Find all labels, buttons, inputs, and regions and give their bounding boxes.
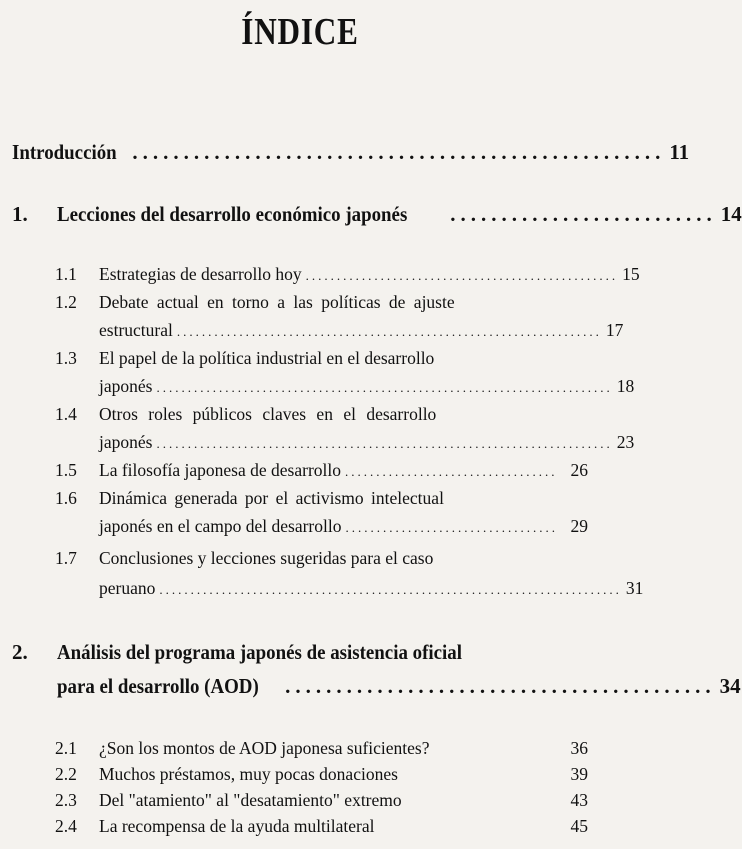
section-title: El papel de la política industrial en el desarrollo [99,348,435,368]
dot-leader: .................................. [345,520,558,535]
chapter-number: 2. [12,640,28,664]
section-number: 1.6 [55,488,77,508]
chapter-title: Análisis del programa japonés de asistencia oficial [57,640,462,664]
section-number: 1.2 [55,292,77,312]
section-title-continued: japonés en el campo del desarrollo [99,516,342,536]
section-title: Muchos préstamos, muy pocas donaciones [99,764,398,784]
section-title-continued: estructural [99,320,173,340]
toc-section-1-4-continued[interactable] [99,432,635,453]
toc-section-1-3[interactable] [55,348,588,369]
chapter-title: Lecciones del desarrollo económico japonés [57,202,408,226]
toc-section-2-4[interactable] [55,816,588,837]
chapter-number: 1. [12,202,28,226]
toc-section-1-3-continued[interactable] [99,376,635,397]
section-page-number: 17 [605,320,624,340]
section-page-number: 39 [570,764,588,784]
toc-section-1-5[interactable] [55,460,588,481]
section-title: ¿Son los montos de AOD japonesa suficientes? [99,738,430,758]
section-title: La recompensa de la ayuda multilateral [99,816,375,836]
section-title-continued: japonés [99,432,153,452]
toc-section-1-1[interactable] [55,264,640,285]
section-number: 2.1 [55,738,77,758]
section-title: Otros roles públicos claves en el desarrollo [99,404,437,424]
page-title: ÍNDICE [241,11,359,53]
dot-leader [379,820,567,836]
toc-section-2-3[interactable] [55,790,588,811]
dot-leader: .................................................................... [176,324,602,339]
section-page-number: 43 [570,790,588,810]
section-page-number: 45 [570,816,588,836]
section-number: 1.4 [55,404,77,424]
section-page-number: 23 [616,432,635,452]
toc-entry-chapter-2-continued[interactable] [57,674,741,699]
section-page-number: 15 [622,264,640,284]
toc-section-1-7-continued[interactable] [99,578,644,599]
dot-leader: .................................................... [132,140,666,164]
section-title: Conclusiones y lecciones sugeridas para el caso [99,548,434,568]
dot-leader: .......................................................................... [159,582,622,597]
dot-leader [406,794,567,810]
section-number: 1.1 [55,264,77,284]
section-number: 1.7 [55,548,77,568]
section-number: 2.3 [55,790,77,810]
entry-label: Introducción [12,140,117,164]
toc-section-2-1[interactable] [55,738,588,759]
section-page-number: 36 [570,738,588,758]
dot-leader: .................................. [345,464,558,479]
toc-entry-chapter-1[interactable] [12,202,742,227]
section-number: 2.4 [55,816,77,836]
toc-section-1-6[interactable] [55,488,588,509]
dot-leader: .................................................. [305,268,619,283]
section-page-number: 26 [570,460,588,480]
toc-section-1-4[interactable] [55,404,588,425]
entry-page-number: 14 [720,202,742,226]
toc-section-1-2[interactable] [55,292,588,313]
dot-leader: .......................................... [285,674,716,698]
entry-page-number: 11 [669,140,690,164]
entry-page-number: 34 [719,674,741,698]
dot-leader [402,768,567,784]
dot-leader: ......................................................................... [156,436,613,451]
toc-entry-chapter-2[interactable] [12,640,588,665]
dot-leader: .......................... [450,202,717,226]
toc-section-1-2-continued[interactable] [99,320,624,341]
section-page-number: 29 [570,516,588,536]
section-title-continued: peruano [99,578,156,598]
section-title: Dinámica generada por el activismo intelectual [99,488,444,508]
section-number: 1.3 [55,348,77,368]
section-number: 2.2 [55,764,77,784]
toc-section-1-7[interactable] [55,548,588,569]
section-page-number: 18 [616,376,635,396]
chapter-title-continued: para el desarrollo (AOD) [57,674,259,698]
dot-leader [434,742,567,758]
section-title: Del "atamiento" al "desatamiento" extremo [99,790,402,810]
dot-leader: ......................................................................... [156,380,613,395]
section-page-number: 31 [625,578,644,598]
toc-entry-introduction[interactable] [12,140,690,165]
section-title: La filosofía japonesa de desarrollo [99,460,341,480]
section-number: 1.5 [55,460,77,480]
toc-section-2-2[interactable] [55,764,588,785]
section-title-continued: japonés [99,376,153,396]
toc-section-1-6-continued[interactable] [99,516,588,537]
section-title: Debate actual en torno a las políticas de ajuste [99,292,455,312]
section-title: Estrategias de desarrollo hoy [99,264,302,284]
